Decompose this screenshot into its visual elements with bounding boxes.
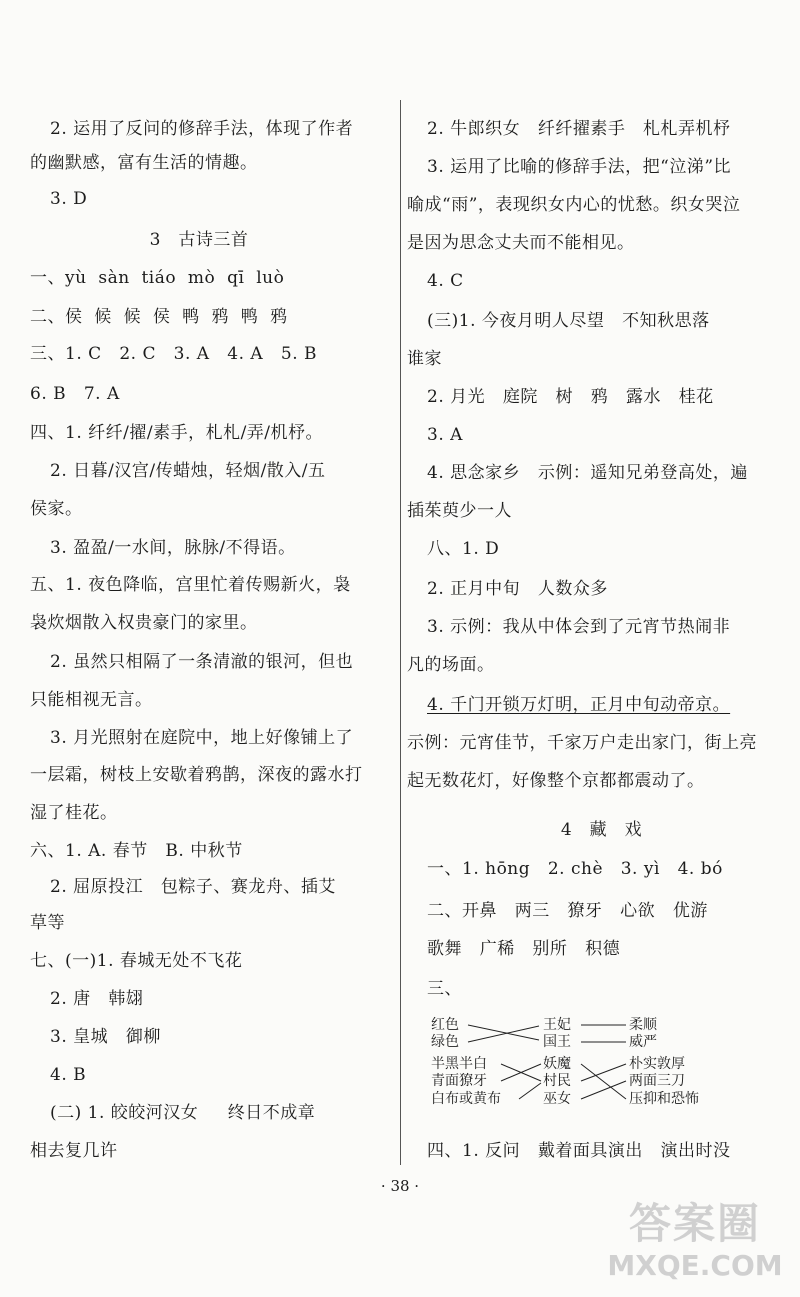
text-line: 相去复几许 [30, 1141, 118, 1161]
text-line: 插茱萸少一人 [407, 501, 512, 521]
text-line: 3. 皇城 御柳 [50, 1027, 161, 1047]
text-line: 歌舞 广稀 别所 积德 [427, 939, 621, 959]
text-line: 2. 唐 韩翃 [50, 989, 144, 1009]
text-line: 六、1. A. 春节 B. 中秋节 [30, 841, 243, 861]
text-line: 二、侯 候 候 侯 鸭 鸦 鸭 鸦 [30, 307, 288, 327]
match-col1-item: 青面獠牙 [431, 1073, 487, 1089]
text-line: 3. 运用了比喻的修辞手法，把“泣涕”比 [427, 157, 732, 177]
text-line: 凡的场面。 [407, 655, 495, 675]
text-line: 3. 月光照射在庭院中，地上好像铺上了 [50, 728, 354, 748]
section-title: 4 藏 戏 [560, 820, 643, 840]
text-line-underlined: 4. 千门开锁万灯明，正月中旬动帝京。 [427, 695, 731, 715]
section-title: 3 古诗三首 [149, 230, 249, 250]
text-line: 七、(一)1. 春城无处不飞花 [30, 951, 243, 971]
match-col1-item: 红色 [431, 1017, 459, 1033]
text-line: 袅炊烟散入权贵豪门的家里。 [30, 613, 258, 633]
watermark-logo: 答案圈 [628, 1199, 761, 1248]
text-line: 是因为思念丈夫而不能相见。 [407, 233, 635, 253]
page-number: · 38 · [380, 1177, 420, 1195]
text-line: 四、1. 反问 戴着面具演出 演出时没 [427, 1141, 731, 1161]
match-col1-item: 半黑半白 [431, 1056, 487, 1072]
text-line: (三)1. 今夜月明人尽望 不知秋思落 [427, 311, 710, 331]
text-line: 2. 日暮/汉宫/传蜡烛，轻烟/散入/五 [50, 461, 326, 481]
text-line: 2. 屈原投江 包粽子、赛龙舟、插艾 [50, 877, 336, 897]
text-line: 3. A [427, 425, 463, 445]
text-line: 一、yù sàn tiáo mò qī luò [30, 268, 285, 288]
text-line: 草等 [30, 913, 65, 933]
match-col2-item: 村民 [543, 1073, 571, 1089]
text-line: 6. B 7. A [30, 384, 120, 404]
text-line: 3. 示例：我从中体会到了元宵节热闹非 [427, 617, 731, 637]
text-line: 八、1. D [427, 539, 500, 559]
column-divider [400, 100, 401, 1165]
text-line: 4. 思念家乡 示例：遥知兄弟登高处，遍 [427, 463, 748, 483]
match-col3-item: 柔顺 [629, 1017, 657, 1033]
match-col3-item: 压抑和恐怖 [629, 1091, 699, 1107]
text-line: 4. B [50, 1065, 87, 1085]
match-col2-item: 巫女 [543, 1091, 571, 1107]
text-line: 2. 正月中旬 人数众多 [427, 579, 608, 599]
text-line: 五、1. 夜色降临，宫里忙着传赐新火，袅 [30, 575, 351, 595]
text-line: 4. C [427, 271, 464, 291]
match-col2-item: 王妃 [543, 1017, 571, 1033]
match-col1-item: 绿色 [431, 1034, 459, 1050]
text-line: 湿了桂花。 [30, 803, 118, 823]
match-col3-item: 朴实敦厚 [629, 1056, 685, 1072]
text-line: 3. D [50, 189, 88, 209]
text-line: 3. 盈盈/一水间，脉脉/不得语。 [50, 538, 296, 558]
text-line: (二) 1. 皎皎河汉女 终日不成章 [50, 1103, 316, 1123]
matching-figure [431, 1008, 761, 1143]
text-line: 2. 虽然只相隔了一条清澈的银河，但也 [50, 652, 354, 672]
text-line: 二、开鼻 两三 獠牙 心欲 优游 [427, 901, 708, 921]
text-line: 2. 运用了反问的修辞手法，体现了作者 [50, 119, 354, 139]
text-line: 只能相视无言。 [30, 690, 153, 710]
text-line: 一层霜，树枝上安歇着鸦鹊，深夜的露水打 [30, 765, 363, 785]
text-line: 谁家 [407, 349, 442, 369]
text-line: 2. 月光 庭院 树 鸦 露水 桂花 [427, 387, 714, 407]
match-col2-item: 国王 [543, 1034, 571, 1050]
watermark [600, 1200, 790, 1292]
text-line: 一、1. hōng 2. chè 3. yì 4. bó [427, 859, 723, 879]
match-col3-item: 威严 [629, 1034, 657, 1050]
text-line: 三、1. C 2. C 3. A 4. A 5. B [30, 344, 318, 364]
watermark-url: MXQE.COM [607, 1249, 783, 1282]
text-line: 示例：元宵佳节，千家万户走出家门，街上亮 [407, 733, 757, 753]
text-line: 的幽默感，富有生活的情趣。 [30, 153, 258, 173]
text-line: 三、 [427, 979, 462, 999]
match-col2-item: 妖魔 [543, 1056, 571, 1072]
match-col3-item: 两面三刀 [629, 1073, 685, 1089]
text-line: 四、1. 纤纤/擢/素手，札札/弄/机杼。 [30, 423, 324, 443]
match-col1-item: 白布或黄布 [431, 1091, 501, 1107]
text-line: 2. 牛郎织女 纤纤擢素手 札札弄机杼 [427, 119, 731, 139]
text-line: 侯家。 [30, 499, 83, 519]
text-line: 起无数花灯，好像整个京都都震动了。 [407, 771, 705, 791]
text-line: 喻成“雨”，表现织女内心的忧愁。织女哭泣 [407, 195, 741, 215]
